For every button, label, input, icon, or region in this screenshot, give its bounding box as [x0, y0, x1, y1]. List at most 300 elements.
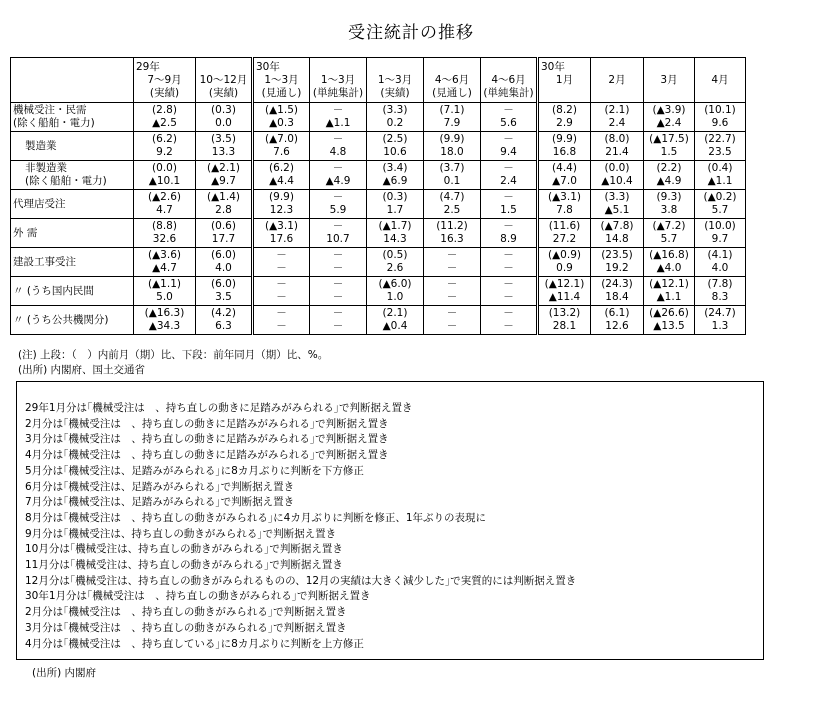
row-label-main: 非製造業 [25, 162, 67, 174]
value-yoy: ▲9.7 [211, 175, 236, 187]
row-label [11, 103, 134, 132]
value-mom: (▲1.1) [148, 278, 181, 290]
data-cell [644, 190, 695, 219]
data-cell [591, 248, 644, 277]
data-cell [644, 306, 695, 335]
column-header [253, 58, 310, 103]
header-corner [11, 58, 134, 103]
value-mom: (24.3) [601, 278, 633, 290]
value-mom: (6.2) [269, 162, 294, 174]
judgment-history-box [16, 381, 764, 660]
data-cell [695, 103, 746, 132]
data-cell [196, 132, 253, 161]
column-header-top [367, 61, 423, 74]
value-mom: － [276, 278, 287, 290]
column-header-l1: 4月 [711, 73, 729, 86]
value-yoy: － [276, 262, 287, 274]
value-mom: (3.3) [382, 104, 408, 116]
judgment-line: 5月分は｢機械受注は、足踏みがみられる｣に8カ月ぶりに判断を下方修正 [25, 464, 364, 477]
data-cell [310, 190, 367, 219]
row-label [11, 161, 134, 190]
value-mom: (▲26.6) [649, 307, 689, 319]
value-yoy: 3.5 [215, 291, 232, 303]
column-header-l1: 3月 [660, 73, 678, 86]
value-yoy: ▲4.4 [269, 175, 294, 187]
data-cell [424, 306, 481, 335]
value-yoy: 2.9 [556, 117, 573, 129]
value-mom: (▲16.3) [144, 307, 185, 319]
value-yoy: ▲5.1 [604, 204, 630, 216]
value-yoy: ▲11.4 [548, 291, 581, 303]
row-label [11, 219, 134, 248]
value-yoy: － [332, 291, 344, 303]
value-mom: (11.6) [548, 220, 581, 232]
value-yoy: 9.4 [500, 146, 517, 158]
value-yoy: 5.7 [660, 233, 678, 245]
data-cell [591, 277, 644, 306]
value-mom: － [332, 249, 344, 261]
data-cell [424, 161, 481, 190]
value-mom: (0.5) [382, 249, 408, 261]
value-mom: (2.2) [656, 162, 682, 174]
data-cell [424, 248, 481, 277]
column-header-top [310, 61, 366, 74]
value-mom: (▲1.5) [265, 104, 298, 116]
value-yoy: 2.4 [500, 175, 517, 187]
value-mom: (▲7.8) [600, 220, 634, 232]
data-cell [644, 132, 695, 161]
judgment-line: 4月分は｢機械受注は 、持ち直している｣に8カ月ぶりに判断を上方修正 [25, 637, 364, 650]
value-mom: (▲7.2) [652, 220, 686, 232]
value-mom: (22.7) [704, 133, 736, 145]
value-yoy: 16.8 [552, 146, 577, 158]
column-header-l2 [539, 87, 590, 100]
value-mom: (▲12.1) [649, 278, 689, 290]
row-label-sub: (除く船舶・電力) [25, 175, 107, 187]
data-cell [424, 190, 481, 219]
column-header-l1: 2月 [608, 73, 626, 86]
value-mom: － [332, 162, 344, 174]
value-mom: (0.6) [211, 220, 236, 232]
judgment-line: 11月分は｢機械受注は、持ち直しの動きがみられる｣で判断据え置き [25, 559, 343, 571]
value-yoy: 9.2 [156, 146, 173, 158]
value-mom: － [446, 307, 458, 319]
data-cell [310, 277, 367, 306]
row-label-main: 機械受注・民需 [13, 104, 87, 116]
value-mom: (▲0.2) [703, 191, 737, 203]
data-cell [134, 190, 196, 219]
data-cell [695, 277, 746, 306]
column-header-top: 29年 [136, 60, 160, 73]
value-mom: － [503, 162, 514, 174]
value-yoy: 0.0 [215, 117, 232, 129]
data-cell [644, 161, 695, 190]
value-yoy: ▲2.5 [152, 117, 177, 129]
judgment-line: 3月分は｢機械受注は 、持ち直しの動きに足踏みがみられる｣で判断据え置き [25, 433, 389, 446]
value-mom: (▲3.9) [652, 104, 686, 116]
column-header-top [644, 61, 694, 74]
value-mom: (▲16.8) [649, 249, 689, 261]
data-cell [591, 190, 644, 219]
judgment-line: 12月分は｢機械受注は、持ち直しの動きがみられるものの、12月の実績は大きく減少した｣で実質的には判断据え置き [25, 574, 577, 587]
value-mom: (23.5) [601, 249, 633, 261]
value-yoy: 27.2 [552, 233, 577, 245]
column-header-l2: (見通し) [261, 86, 302, 99]
value-yoy: 9.7 [711, 233, 729, 245]
value-mom: (10.0) [704, 220, 736, 232]
column-header-l2: (実績) [208, 86, 239, 99]
value-yoy: － [332, 262, 344, 274]
orders-statistics-table [10, 57, 746, 335]
data-cell [367, 219, 424, 248]
data-cell [134, 103, 196, 132]
data-cell [134, 219, 196, 248]
data-cell [196, 161, 253, 190]
judgment-line: 3月分は｢機械受注は 、持ち直しの動きがみられる｣で判断据え置き [25, 621, 347, 634]
data-cell [481, 277, 538, 306]
value-yoy: － [332, 320, 344, 332]
column-header-l2: (実績) [380, 86, 410, 99]
value-mom: － [503, 249, 514, 261]
value-yoy: ▲0.4 [382, 320, 408, 332]
box-source: (出所) 内閣府 [32, 667, 97, 679]
value-mom: (▲3.1) [548, 191, 581, 203]
value-yoy: ▲4.9 [325, 175, 351, 187]
value-mom: (6.1) [604, 307, 630, 319]
value-yoy: － [276, 320, 287, 332]
column-header [644, 58, 695, 103]
value-yoy: 12.3 [269, 204, 294, 216]
row-label-main: 建設工事受注 [13, 255, 76, 268]
header-row [11, 58, 746, 103]
data-cell [367, 132, 424, 161]
value-yoy: 1.5 [660, 146, 678, 158]
row-label [11, 190, 134, 219]
value-mom: (0.4) [707, 162, 733, 174]
data-cell [695, 248, 746, 277]
value-yoy: 28.1 [552, 320, 577, 332]
data-cell [591, 103, 644, 132]
value-yoy: 19.2 [605, 262, 629, 274]
column-header-l2 [591, 87, 643, 100]
row-label-main: 製造業 [25, 139, 57, 152]
data-cell [310, 219, 367, 248]
data-cell [481, 248, 538, 277]
value-yoy: 10.6 [383, 146, 407, 158]
value-mom: (9.9) [439, 133, 465, 145]
data-cell [367, 277, 424, 306]
column-header [424, 58, 481, 103]
value-mom: (▲2.1) [207, 162, 240, 174]
data-cell [481, 190, 538, 219]
column-header-top [695, 61, 745, 74]
column-header-l2: (単純集計) [483, 86, 534, 99]
value-mom: (0.0) [604, 162, 630, 174]
data-cell [134, 306, 196, 335]
data-cell [134, 161, 196, 190]
data-cell [591, 219, 644, 248]
table-row [11, 277, 746, 306]
value-yoy: 1.3 [711, 320, 729, 332]
column-header-top [424, 61, 480, 74]
data-cell [644, 277, 695, 306]
value-yoy: 7.9 [443, 117, 461, 129]
data-cell [367, 190, 424, 219]
value-yoy: 1.7 [386, 204, 404, 216]
value-mom: (▲6.0) [378, 278, 412, 290]
value-yoy: － [446, 320, 458, 332]
value-yoy: ▲34.3 [148, 320, 181, 332]
value-mom: (4.7) [439, 191, 465, 203]
judgment-line: 9月分は｢機械受注は、持ち直しの動きがみられる｣で判断据え置き [25, 527, 337, 540]
value-mom: (▲17.5) [649, 133, 689, 145]
value-mom: (4.4) [552, 162, 577, 174]
value-mom: (10.1) [704, 104, 736, 116]
column-header [538, 58, 591, 103]
data-cell [134, 132, 196, 161]
judgment-line: 2月分は｢機械受注は 、持ち直しの動きに足踏みがみられる｣で判断据え置き [25, 417, 389, 430]
value-yoy: ▲13.5 [653, 320, 685, 332]
value-mom: (▲1.7) [378, 220, 412, 232]
data-cell [196, 219, 253, 248]
value-mom: (▲7.0) [265, 133, 298, 145]
value-yoy: 0.9 [556, 262, 573, 274]
value-yoy: 0.2 [386, 117, 404, 129]
column-header-l1: 10～12月 [199, 73, 248, 86]
table-row [11, 132, 746, 161]
judgment-line: 30年1月分は｢機械受注は 、持ち直しの動きがみられる｣で判断据え置き [25, 590, 371, 603]
value-yoy: 5.0 [156, 291, 173, 303]
judgment-line: 8月分は｢機械受注は 、持ち直しの動きがみられる｣に4カ月ぶりに判断を修正、1年ぶりの表現に [25, 511, 487, 524]
data-cell [424, 103, 481, 132]
value-yoy: 8.9 [500, 233, 517, 245]
column-header [481, 58, 538, 103]
value-yoy: 7.8 [556, 204, 573, 216]
value-mom: (3.4) [382, 162, 408, 174]
value-mom: (0.3) [211, 104, 236, 116]
value-mom: － [446, 278, 458, 290]
value-yoy: － [503, 291, 514, 303]
data-cell [253, 103, 310, 132]
data-cell [644, 219, 695, 248]
value-yoy: － [503, 320, 514, 332]
data-cell [538, 306, 591, 335]
table-row [11, 219, 746, 248]
data-cell [538, 103, 591, 132]
row-label-main: 外 需 [13, 226, 38, 239]
value-yoy: 13.3 [211, 146, 236, 158]
data-cell [481, 161, 538, 190]
column-header-l2 [644, 87, 694, 100]
value-mom: (13.2) [548, 307, 581, 319]
value-yoy: ▲6.9 [382, 175, 408, 187]
value-yoy: 18.0 [440, 146, 464, 158]
value-mom: － [503, 278, 514, 290]
value-mom: (4.2) [211, 307, 236, 319]
data-cell [134, 248, 196, 277]
data-cell [367, 248, 424, 277]
judgment-line: 7月分は｢機械受注は、足踏みがみられる｣で判断据え置き [25, 496, 295, 509]
value-mom: (▲2.6) [148, 191, 181, 203]
value-mom: (9.9) [552, 133, 577, 145]
value-mom: － [332, 278, 344, 290]
value-mom: － [503, 220, 514, 232]
value-mom: (7.1) [439, 104, 465, 116]
table-source: (出所) 内閣府、国土交通省 [18, 364, 146, 376]
data-cell [591, 306, 644, 335]
column-header [310, 58, 367, 103]
value-yoy: 10.7 [326, 233, 350, 245]
value-mom: (2.5) [382, 133, 408, 145]
row-label-main: 〃 (うち公共機関分) [13, 313, 109, 326]
column-header-top: 30年 [256, 60, 280, 73]
value-mom: (▲12.1) [544, 278, 585, 290]
value-mom: (6.0) [211, 249, 236, 261]
data-cell [253, 161, 310, 190]
value-yoy: 21.4 [605, 146, 629, 158]
row-label [11, 248, 134, 277]
judgment-line: 4月分は｢機械受注は 、持ち直しの動きに足踏みがみられる｣で判断据え置き [25, 449, 389, 462]
data-cell [196, 248, 253, 277]
value-mom: (3.7) [439, 162, 465, 174]
column-header-l1: 1月 [555, 73, 574, 86]
value-yoy: 2.4 [608, 117, 626, 129]
value-mom: (2.1) [604, 104, 630, 116]
value-yoy: 5.7 [711, 204, 729, 216]
value-yoy: ▲1.1 [325, 117, 351, 129]
row-label-sub: (除く船舶・電力) [13, 117, 95, 129]
data-cell [538, 219, 591, 248]
value-yoy: ▲4.0 [656, 262, 682, 274]
value-yoy: 2.6 [386, 262, 404, 274]
column-header [196, 58, 253, 103]
value-mom: － [332, 133, 344, 145]
data-cell [310, 161, 367, 190]
value-yoy: 7.6 [273, 146, 290, 158]
value-mom: (24.7) [704, 307, 736, 319]
value-yoy: ▲4.9 [656, 175, 682, 187]
column-header [591, 58, 644, 103]
data-cell [310, 248, 367, 277]
value-mom: － [276, 307, 287, 319]
row-label-main: 代理店受注 [13, 197, 66, 210]
data-cell [424, 219, 481, 248]
value-yoy: 1.0 [386, 291, 404, 303]
judgment-line: 2月分は｢機械受注は 、持ち直しの動きがみられる｣で判断据え置き [25, 606, 347, 619]
column-header-l2 [695, 87, 745, 100]
data-cell [481, 306, 538, 335]
value-yoy: ▲1.1 [707, 175, 733, 187]
table-row [11, 306, 746, 335]
data-cell [196, 190, 253, 219]
table-row [11, 248, 746, 277]
data-cell [253, 248, 310, 277]
data-cell [644, 103, 695, 132]
column-header [695, 58, 746, 103]
value-yoy: 4.0 [711, 262, 729, 274]
column-header [367, 58, 424, 103]
page-title: 受注統計の推移 [348, 23, 474, 43]
data-cell [538, 161, 591, 190]
data-cell [253, 132, 310, 161]
value-mom: － [276, 249, 287, 261]
column-header-l1: 1～3月 [320, 73, 356, 86]
value-mom: (2.1) [382, 307, 408, 319]
data-cell [253, 306, 310, 335]
data-cell [253, 277, 310, 306]
value-mom: (0.0) [152, 162, 177, 174]
value-mom: (8.2) [552, 104, 577, 116]
value-yoy: 4.8 [329, 146, 347, 158]
value-mom: (9.3) [656, 191, 682, 203]
column-header-l2: (実績) [149, 86, 180, 99]
value-yoy: 5.9 [329, 204, 347, 216]
data-cell [591, 132, 644, 161]
value-mom: (▲1.4) [207, 191, 240, 203]
value-mom: (4.1) [707, 249, 733, 261]
data-cell [310, 306, 367, 335]
data-cell [538, 248, 591, 277]
value-yoy: － [446, 262, 458, 274]
value-yoy: ▲7.0 [552, 175, 577, 187]
value-mom: (6.0) [211, 278, 236, 290]
judgment-line: 6月分は｢機械受注は、足踏みがみられる｣で判断据え置き [25, 480, 295, 493]
value-mom: － [446, 249, 458, 261]
data-cell [591, 161, 644, 190]
data-cell [310, 132, 367, 161]
value-mom: (3.3) [604, 191, 630, 203]
column-header-l1: 4～6月 [434, 73, 470, 86]
row-label [11, 132, 134, 161]
data-cell [695, 161, 746, 190]
value-yoy: ▲0.3 [269, 117, 294, 129]
table-row [11, 161, 746, 190]
value-mom: (7.8) [707, 278, 733, 290]
value-yoy: 23.5 [708, 146, 732, 158]
value-yoy: 17.6 [269, 233, 294, 245]
value-yoy: 1.5 [500, 204, 517, 216]
value-yoy: 2.8 [215, 204, 232, 216]
value-mom: (11.2) [436, 220, 468, 232]
value-yoy: 0.1 [443, 175, 461, 187]
row-label [11, 306, 134, 335]
data-cell [253, 219, 310, 248]
judgment-line: 10月分は｢機械受注は、持ち直しの動きがみられる｣で判断据え置き [25, 543, 343, 556]
value-mom: － [332, 220, 344, 232]
value-mom: (▲0.9) [548, 249, 581, 261]
row-label-main: 〃 (うち国内民間 [13, 284, 94, 297]
column-header [134, 58, 196, 103]
value-yoy: 4.0 [215, 262, 232, 274]
data-cell [424, 277, 481, 306]
data-cell [196, 306, 253, 335]
data-cell [481, 132, 538, 161]
value-yoy: 14.8 [605, 233, 629, 245]
data-cell [310, 103, 367, 132]
data-cell [695, 190, 746, 219]
value-yoy: 18.4 [605, 291, 629, 303]
value-yoy: ▲1.1 [656, 291, 682, 303]
column-header-l1: 4～6月 [491, 73, 526, 86]
value-yoy: 4.7 [156, 204, 173, 216]
value-yoy: ▲2.4 [656, 117, 682, 129]
value-mom: － [503, 191, 514, 203]
column-header-top [481, 61, 536, 74]
value-mom: － [332, 191, 344, 203]
value-mom: (9.9) [269, 191, 294, 203]
column-header-l2: (単純集計) [312, 86, 364, 99]
value-yoy: － [446, 291, 458, 303]
